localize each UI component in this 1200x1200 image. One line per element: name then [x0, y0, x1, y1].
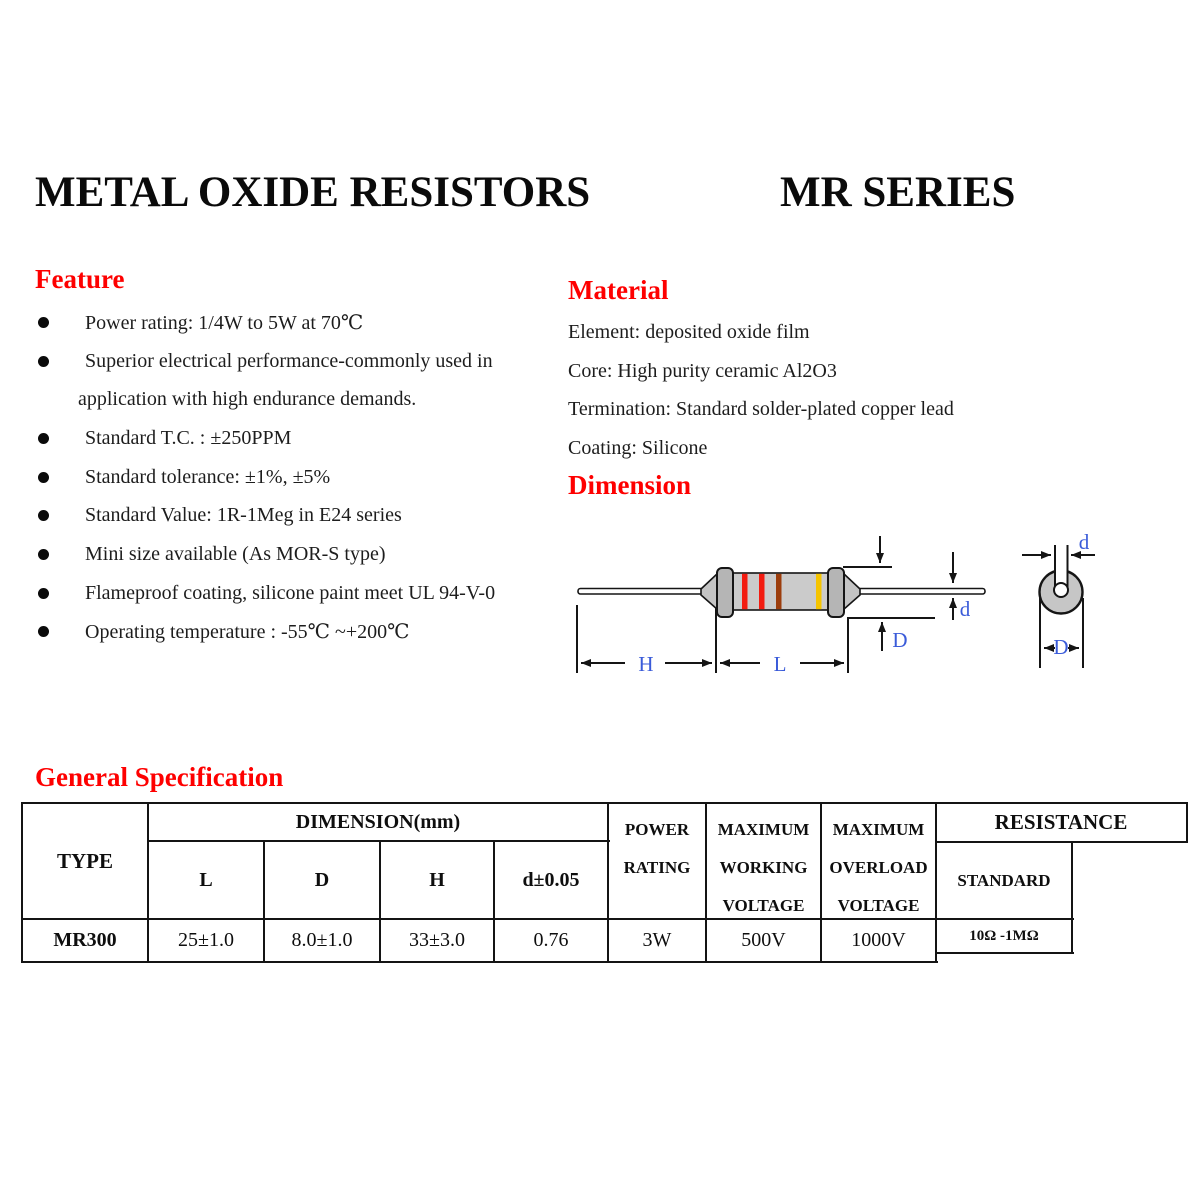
- list-item: [35, 496, 535, 535]
- bullet-icon: [38, 317, 49, 328]
- end-view-lead-hole: [1054, 583, 1068, 597]
- col-group-dimension: DIMENSION(mm): [295, 810, 461, 833]
- header-line: OVERLOAD: [829, 858, 928, 877]
- cell-d: 8.0±1.0: [291, 929, 353, 951]
- bullet-icon: [38, 472, 49, 483]
- resistor-cap-left: [717, 568, 733, 617]
- band-brown: [776, 574, 782, 609]
- col-header-max-overload-voltage: [822, 804, 935, 918]
- header-line: MAXIMUM: [717, 820, 810, 839]
- cell-power: 3W: [642, 929, 672, 951]
- feature-list: [35, 303, 535, 651]
- list-item: [35, 613, 535, 652]
- list-item: [35, 574, 535, 613]
- list-item: [35, 342, 535, 381]
- header-line: VOLTAGE: [722, 896, 805, 915]
- header-line: POWER: [624, 820, 690, 839]
- feature-text: Operating temperature : -55℃ ~+200℃: [85, 621, 410, 644]
- col-group-resistance: RESISTANCE: [994, 810, 1128, 834]
- dimension-heading: Dimension: [568, 470, 692, 500]
- list-item: Element: deposited oxide film: [568, 320, 810, 343]
- band-yellow: [816, 574, 822, 609]
- list-item: Termination: Standard solder-plated copper lead: [568, 398, 954, 421]
- feature-text: Power rating: 1/4W to 5W at 70℃: [85, 311, 364, 334]
- list-item: Core: High purity ceramic Al2O3: [568, 359, 837, 382]
- cell-h: 33±3.0: [409, 929, 465, 951]
- col-header-d: D: [314, 868, 330, 891]
- band-red-1: [742, 574, 748, 609]
- col-header-h: H: [429, 868, 445, 891]
- left-lead: [578, 589, 703, 595]
- band-red-2: [759, 574, 765, 609]
- cell-type: MR300: [53, 929, 117, 951]
- feature-text: Flameproof coating, silicone paint meet UL 94-V-0: [85, 581, 496, 604]
- resistor-dimension-diagram: [560, 520, 1110, 690]
- col-header-l: L: [199, 868, 213, 891]
- feature-text: Mini size available (As MOR-S type): [85, 542, 386, 565]
- dim-label-end-d: d: [1078, 530, 1090, 554]
- header-line: MAXIMUM: [832, 820, 925, 839]
- bullet-icon: [38, 510, 49, 521]
- col-header-max-working-voltage: [707, 804, 820, 918]
- col-header-d-tol: d±0.05: [522, 868, 580, 891]
- bullet-icon: [38, 549, 49, 560]
- feature-text: Superior electrical performance-commonly used in: [85, 349, 493, 372]
- page-title: METAL OXIDE RESISTORS: [35, 169, 591, 216]
- dim-label-l: L: [773, 652, 787, 676]
- feature-text: Standard Value: 1R-1Meg in E24 series: [85, 504, 402, 527]
- dim-label-body-d: D: [892, 628, 908, 652]
- list-item: [35, 419, 535, 458]
- cell-resistance-range: 10Ω -1MΩ: [969, 927, 1039, 944]
- resistor-cap-right: [828, 568, 844, 617]
- dim-label-lead-d: d: [959, 597, 971, 621]
- bullet-icon: [38, 626, 49, 637]
- feature-text: application with high endurance demands.: [78, 388, 417, 411]
- col-header-power-rating: [609, 804, 705, 918]
- list-item: Coating: Silicone: [568, 436, 708, 459]
- cell-d-tol: 0.76: [533, 929, 569, 951]
- feature-text: Standard tolerance: ±1%, ±5%: [85, 465, 331, 488]
- material-heading: Material: [568, 275, 669, 305]
- bullet-icon: [38, 433, 49, 444]
- feature-text: Standard T.C. : ±250PPM: [85, 426, 292, 449]
- cell-working-voltage: 500V: [741, 929, 786, 951]
- col-header-standard: STANDARD: [957, 870, 1051, 890]
- list-item: [35, 535, 535, 574]
- header-line: WORKING: [719, 858, 808, 877]
- list-item: [35, 303, 535, 342]
- cell-overload-voltage: 1000V: [851, 929, 906, 951]
- list-item: [35, 458, 535, 497]
- header-line: VOLTAGE: [837, 896, 920, 915]
- bullet-icon: [38, 588, 49, 599]
- col-header-type: TYPE: [56, 848, 113, 873]
- header-line: RATING: [623, 858, 691, 877]
- list-item: [35, 380, 535, 419]
- feature-heading: Feature: [35, 264, 125, 294]
- dim-label-h: H: [638, 652, 654, 676]
- specification-table: [21, 802, 1188, 964]
- bullet-icon: [38, 356, 49, 367]
- cell-l: 25±1.0: [178, 929, 234, 951]
- right-lead: [856, 589, 985, 595]
- material-list: [568, 313, 1048, 468]
- general-specification-heading: General Specification: [35, 762, 284, 792]
- dim-label-end-dd: D: [1053, 635, 1069, 659]
- series-title: MR SERIES: [780, 169, 1016, 216]
